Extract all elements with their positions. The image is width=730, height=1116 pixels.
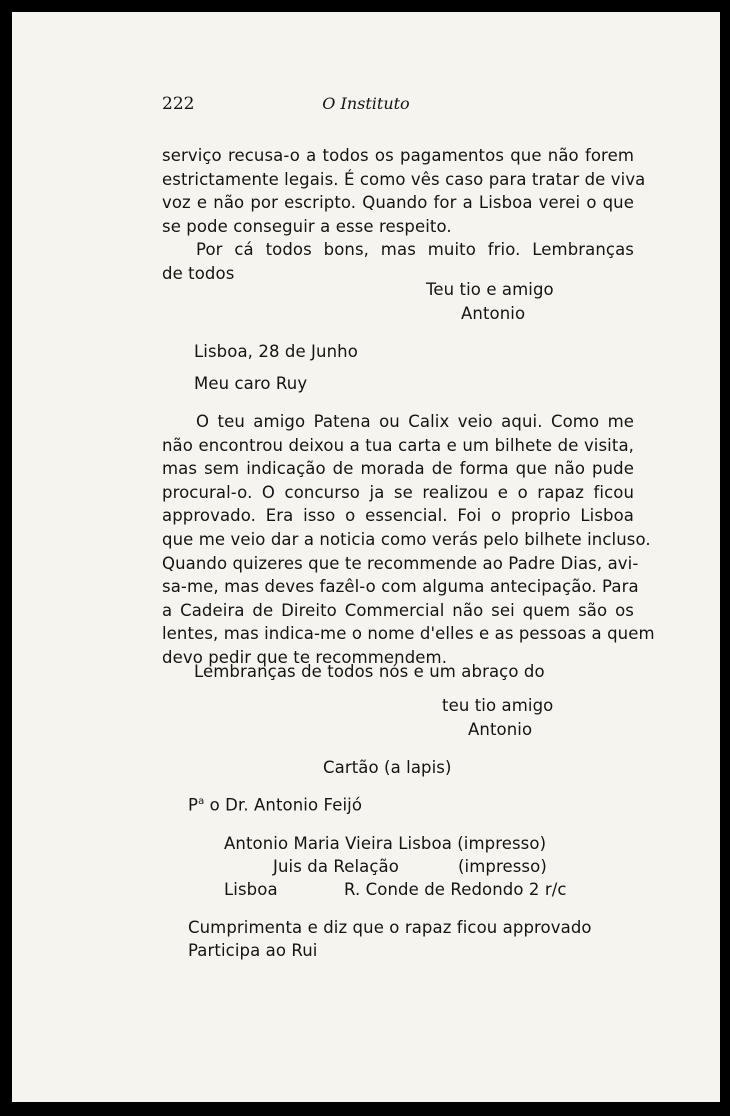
- card-printed-name: Antonio Maria Vieira Lisboa (impresso): [224, 834, 547, 853]
- text-line: sa-me, mas deves fazêl-o com alguma antecipação. Para: [162, 577, 639, 597]
- text-line: procural-o. O concurso ja se realizou e o rapaz ficou: [162, 482, 634, 502]
- card-printed-role: Juis da Relação: [273, 857, 399, 876]
- text-line: de todos: [162, 263, 235, 283]
- page-number: 222: [162, 94, 195, 114]
- card-address-rest: o Dr. Antonio Feijó: [204, 795, 363, 815]
- text-line: approvado. Era isso o essencial. Foi o proprio Lisboa: [162, 506, 634, 526]
- book-page: [12, 12, 720, 1102]
- text-line: Por cá todos bons, mas muito frio. Lembranças: [196, 240, 634, 259]
- letter1-closing: Teu tio e amigo: [426, 280, 554, 299]
- text-line: devo pedir que te recommendem.: [162, 647, 448, 667]
- letter2-closing: teu tio amigo: [442, 696, 554, 715]
- card-note-line-1: Cumprimenta e diz que o rapaz ficou approvado: [188, 918, 592, 937]
- letter2-salutation: Meu caro Ruy: [194, 374, 308, 393]
- text-line: se pode conseguir a esse respeito.: [162, 216, 452, 236]
- text-line: lentes, mas indica-me o nome d'elles e as pessoas a quem: [162, 624, 655, 644]
- card-address-sup: a: [198, 796, 205, 807]
- card-street: R. Conde de Redondo 2 r/c: [344, 880, 567, 899]
- text-line: não encontrou deixou a tua carta e um bilhete de visita,: [162, 435, 634, 455]
- letter2-body: [162, 410, 655, 670]
- card-heading: Cartão (a lapis): [323, 758, 452, 777]
- text-line: O teu amigo Patena ou Calix veio aqui. Como me: [196, 412, 634, 431]
- letter1-paragraph-1: [162, 144, 646, 238]
- text-line: voz e não por escripto. Quando for a Lisboa verei o que: [162, 193, 634, 213]
- letter1-paragraph-2: [162, 238, 634, 285]
- text-line: serviço recusa-o a todos os pagamentos que não forem: [162, 146, 634, 165]
- letter2-signature: Antonio: [468, 720, 533, 739]
- letter2-regards: Lembranças de todos nós e um abraço do: [194, 662, 545, 681]
- card-printed-role-note: (impresso): [458, 857, 547, 876]
- card-note-line-2: Participa ao Rui: [188, 941, 318, 960]
- card-address-prefix: P: [188, 795, 199, 815]
- text-line: estrictamente legais. É como vês caso para tratar de viva: [162, 169, 646, 189]
- text-line: a Cadeira de Direito Commercial não sei quem são os: [162, 600, 634, 620]
- text-line: Quando quizeres que te recommende ao Padre Dias, avi-: [162, 553, 639, 573]
- letter2-place-date: Lisboa, 28 de Junho: [194, 342, 358, 361]
- letter1-signature: Antonio: [461, 304, 526, 323]
- text-line: que me veio dar a noticia como verás pelo bilhete incluso.: [162, 529, 651, 549]
- card-address: [188, 790, 362, 817]
- card-city: Lisboa: [224, 880, 278, 899]
- running-title: O Instituto: [322, 94, 410, 113]
- text-line: mas sem indicação de morada de forma que não pude: [162, 459, 634, 479]
